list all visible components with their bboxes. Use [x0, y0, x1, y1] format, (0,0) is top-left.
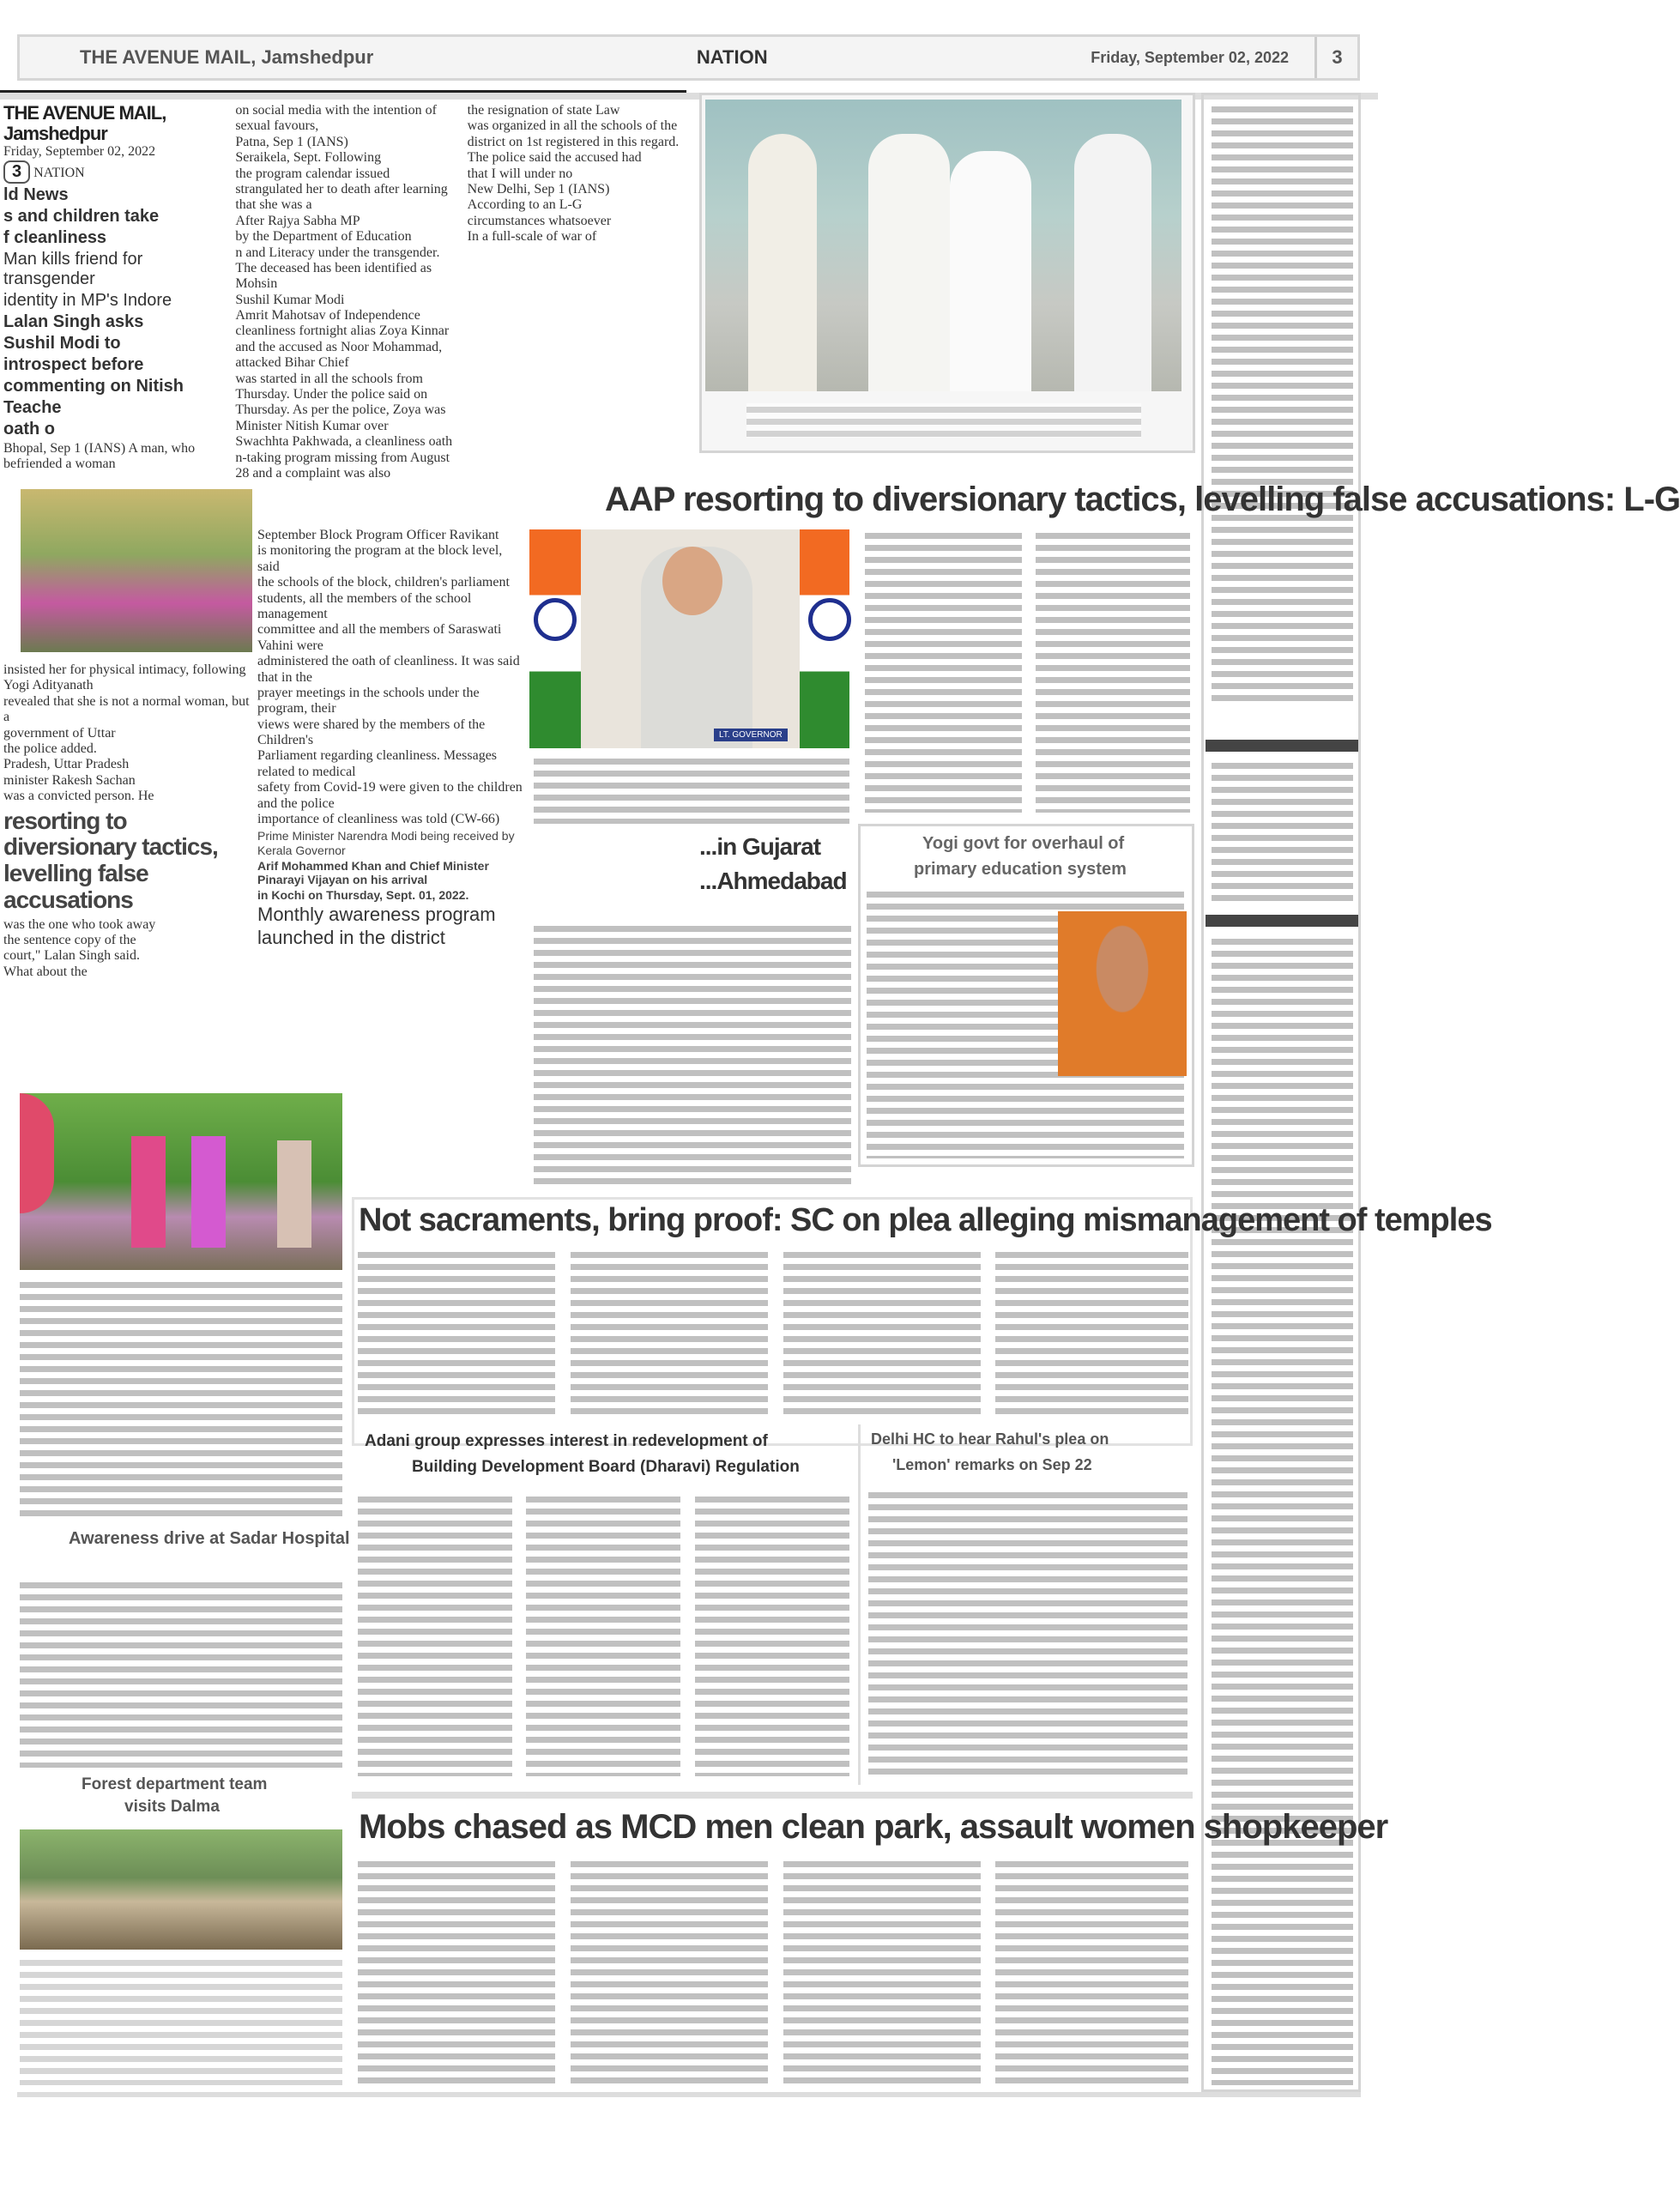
- text-block: [1212, 759, 1353, 905]
- body-text: Minister Nitish Kumar over: [235, 418, 389, 433]
- body-text: district on 1st registered in this regard. The police said the accused had: [467, 134, 680, 166]
- headline: s and children take: [3, 206, 160, 226]
- headline: ...in Gujarat: [699, 833, 821, 860]
- text-block: [995, 1858, 1188, 2085]
- divider: [858, 1424, 861, 1785]
- body-text: government of Uttar: [3, 725, 116, 741]
- body-text: According to an L-G: [467, 197, 583, 213]
- body-text: committee and all the members of Saraswati Vahini were: [257, 622, 502, 653]
- headline: Mobs chased as MCD men clean park, assault women shopkeeper: [359, 1808, 1388, 1846]
- page-number: 3: [1314, 37, 1357, 78]
- headline: AAP resorting to diversionary tactics, levelling false accusations: L-G: [605, 481, 1680, 518]
- text-block: [1212, 935, 1353, 2085]
- section-bar: [1206, 740, 1358, 752]
- body-text: Bhopal, Sep 1 (IANS) A man, who befriended a woman: [3, 440, 196, 472]
- masthead: THE AVENUE MAIL, Jamshedpur: [3, 102, 166, 145]
- section-label: NATION: [696, 46, 768, 68]
- forest-team-photo: [20, 1829, 342, 1950]
- body-text: cleanliness fortnight alias Zoya Kinnar and the accused as Noor Mohammad,: [235, 324, 450, 354]
- headline: ...Ahmedabad: [699, 868, 847, 894]
- headline: ld News: [3, 184, 69, 204]
- body-text: was the one who took away: [3, 916, 156, 932]
- body-text: Patna, Sep 1 (IANS): [235, 134, 348, 149]
- headline: commenting on Nitish: [3, 376, 184, 396]
- body-text: Parliament regarding cleanliness. Messages related to medical: [257, 748, 498, 779]
- text-block: [995, 1249, 1188, 1420]
- body-text: September Block Program Officer Ravikant: [257, 528, 499, 542]
- photo-caption: Arif Mohammed Khan and Chief Minister Pinarayi Vijayan on his arrival: [257, 858, 489, 886]
- text-block: [695, 1493, 849, 1776]
- headline: introspect before: [3, 354, 144, 374]
- body-text: views were shared by the members of the Children's: [257, 717, 486, 748]
- body-text: is monitoring the program at the block level, said: [257, 543, 503, 574]
- body-text: After Rajya Sabha MP: [235, 213, 360, 228]
- text-block: [358, 1249, 555, 1420]
- body-text: circumstances whatsoever: [467, 213, 612, 228]
- text-block: [534, 922, 851, 1184]
- headline: primary education system: [914, 860, 1127, 879]
- body-text: students, all the members of the school management: [257, 590, 472, 621]
- issue-date: Friday, September 02, 2022: [1091, 48, 1289, 66]
- body-text: Thursday. Under the police said on Thursday. As per the police, Zoya was: [235, 387, 446, 418]
- headline: Monthly awareness program: [257, 903, 496, 925]
- headline: Not sacraments, bring proof: SC on plea alleging mismanagement of temples: [359, 1202, 1492, 1238]
- body-text: Amrit Mahotsav of Independence: [235, 308, 420, 324]
- headline: 'Lemon' remarks on Sep 22: [892, 1456, 1092, 1473]
- body-text: n and Literacy under the transgender. The deceased has been identified as Mohsin: [235, 245, 440, 292]
- body-text: on social media with the intention of sexual favours,: [235, 103, 437, 134]
- section-bar: [1206, 915, 1358, 927]
- headline: Teache: [3, 397, 62, 417]
- body-text: insisted her for physical intimacy, following: [3, 662, 246, 677]
- body-text: prayer meetings in the schools under the program, their: [257, 685, 480, 717]
- group-photo: [20, 1093, 342, 1270]
- text-block: [571, 1249, 768, 1420]
- body-text: the police added.: [3, 741, 97, 756]
- lt-governor-badge: LT. GOVERNOR: [714, 729, 788, 741]
- text-block: [783, 1249, 981, 1420]
- body-text: minister Rakesh Sachan: [3, 772, 136, 788]
- body-text: In a full-scale of war of: [467, 229, 597, 245]
- photo-caption-block: [746, 403, 1141, 438]
- body-text: by the Department of Education: [235, 229, 412, 245]
- mcd-headline-wrap: [359, 1806, 1388, 1851]
- lalan-story: [3, 662, 252, 1087]
- headline: visits Dalma: [124, 1798, 220, 1816]
- body-text: What about the: [3, 964, 88, 979]
- body-text: the resignation of state Law: [467, 103, 620, 118]
- body-text: the schools of the block, children's parliament: [257, 575, 510, 590]
- headline: Adani group expresses interest in redevelopment of: [365, 1432, 768, 1450]
- body-text: the program calendar issued strangulated her to death after learning that she was a: [235, 166, 448, 213]
- text-block: [534, 755, 849, 824]
- body-text: Pradesh, Uttar Pradesh: [3, 757, 130, 772]
- text-block: [20, 1956, 342, 2085]
- body-text: was started in all the schools from: [235, 371, 423, 386]
- body-text: that I will under no: [467, 166, 573, 181]
- text-block: [865, 529, 1022, 813]
- body-text: Swachhta Pakhwada, a cleanliness oath: [235, 434, 453, 450]
- headline: Lalan Singh asks: [3, 311, 144, 331]
- divider: [352, 1792, 1193, 1799]
- body-text: Seraikela, Sept. Following: [235, 150, 382, 166]
- photo-caption: Prime Minister Narendra Modi being received by Kerala Governor: [257, 829, 515, 857]
- body-text: safety from Covid-19 were given to the children and the police: [257, 780, 523, 811]
- headline: Yogi govt for overhaul of: [922, 834, 1125, 853]
- paper-name: THE AVENUE MAIL, Jamshedpur: [80, 46, 374, 68]
- sc-headline-wrap: [359, 1201, 1492, 1244]
- cleanliness-story: [257, 528, 523, 1085]
- children-oath-photo: [21, 489, 252, 652]
- headline: Delhi HC to hear Rahul's plea on: [871, 1430, 1109, 1448]
- body-text: revealed that she is not a normal woman, but a: [3, 693, 250, 725]
- text-block: [20, 1279, 342, 1519]
- body-text: Yogi Adityanath: [3, 678, 94, 693]
- masthead-section: NATION: [33, 165, 85, 180]
- masthead-date: Friday, September 02, 2022: [3, 144, 156, 160]
- headline: Building Development Board (Dharavi) Regulation: [412, 1458, 800, 1476]
- text-block: [20, 1579, 342, 1768]
- body-text: was organized in all the schools of the: [467, 118, 678, 134]
- text-block: [868, 1489, 1187, 1781]
- body-text: n-taking program missing from August 28 and a complaint was also: [235, 450, 450, 481]
- headline: oath o: [3, 419, 55, 438]
- headline: f cleanliness: [3, 227, 107, 247]
- body-text: was a convicted person. He: [3, 789, 154, 804]
- yogi-adityanath-photo: [1058, 911, 1187, 1076]
- headline: identity in MP's Indore: [3, 290, 172, 310]
- body-text: court," Lalan Singh said.: [3, 948, 140, 964]
- headline: Sushil Modi to: [3, 333, 121, 353]
- text-block: [1036, 529, 1190, 813]
- text-block: [783, 1858, 981, 2085]
- body-text: importance of cleanliness was told (CW-66): [257, 812, 500, 827]
- body-text: administered the oath of cleanliness. It was said that in the: [257, 654, 520, 685]
- text-block: [358, 1858, 555, 2085]
- body-text: New Delhi, Sep 1 (IANS): [467, 181, 610, 197]
- body-text: Sushil Kumar Modi: [235, 292, 345, 307]
- lt-governor-photo: [529, 529, 849, 748]
- text-block: [526, 1493, 680, 1776]
- body-text: attacked Bihar Chief: [235, 355, 349, 371]
- headline: launched in the district: [257, 927, 445, 949]
- headline: Awareness drive at Sadar Hospital: [69, 1529, 350, 1548]
- masthead-page: 3: [3, 160, 30, 184]
- left-news-zone: [3, 103, 691, 485]
- text-block: [358, 1493, 512, 1776]
- headline: Man kills friend for transgender: [3, 249, 143, 288]
- text-block: [571, 1858, 768, 2085]
- lg-story: [605, 481, 1680, 522]
- photo-caption: in Kochi on Thursday, Sept. 01, 2022.: [257, 887, 469, 902]
- page-bottom-rule: [17, 2092, 1361, 2097]
- page-header: [17, 34, 1360, 81]
- headline: Forest department team: [82, 1775, 268, 1793]
- modi-arrival-photo: [705, 100, 1181, 391]
- text-block: [1212, 103, 1353, 704]
- body-text: the sentence copy of the: [3, 933, 136, 948]
- headline: resorting to diversionary tactics, levelling false accusations: [3, 807, 218, 913]
